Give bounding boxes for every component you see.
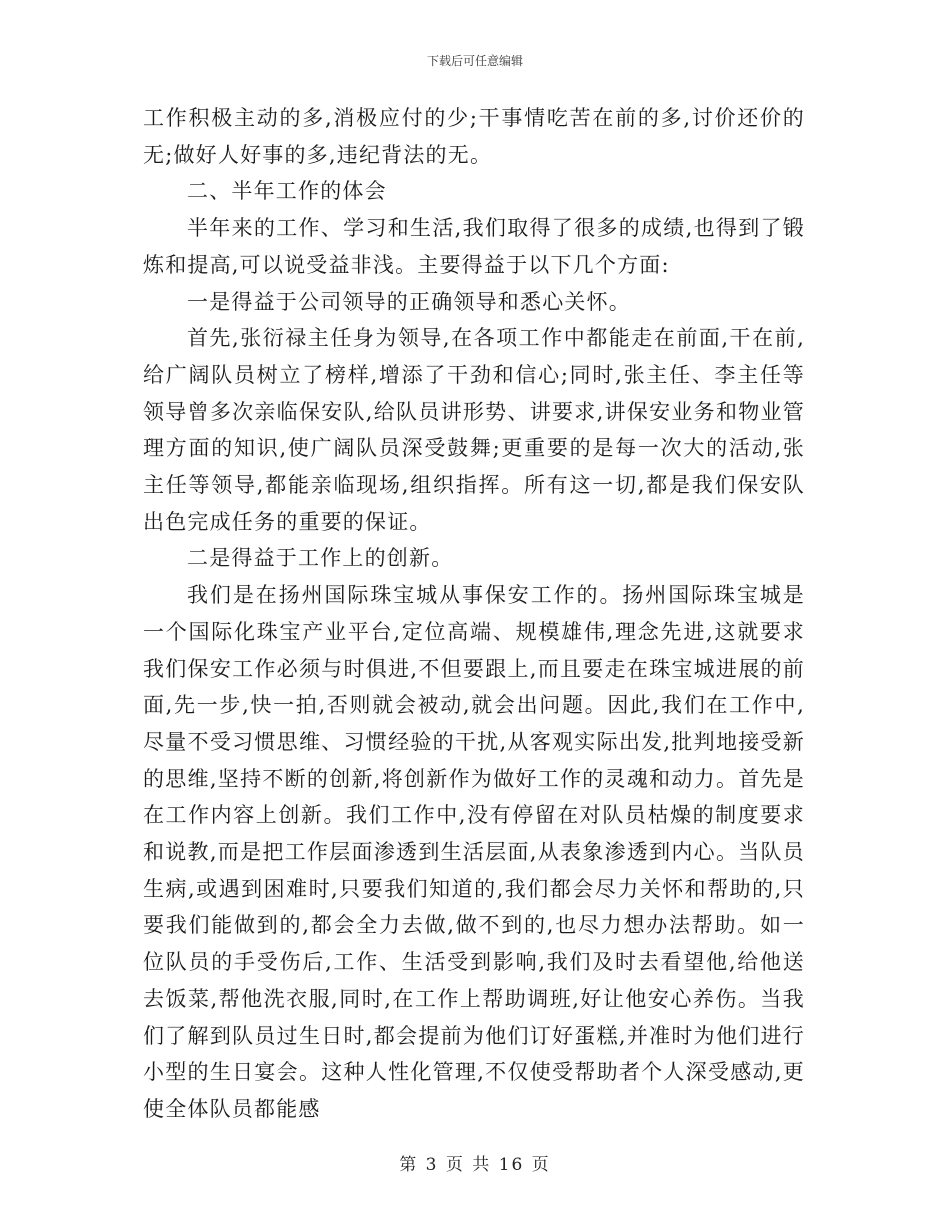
paragraph: 工作积极主动的多,消极应付的少;干事情吃苦在前的多,讨价还价的无;做好人好事的多,违纪背法的无。: [143, 106, 805, 167]
paragraph: 半年来的工作、学习和生活,我们取得了很多的成绩,也得到了锻炼和提高,可以说受益非浅。主要得益于以下几个方面:: [143, 216, 805, 277]
document-body: [143, 100, 805, 1128]
paragraph: 首先,张衍禄主任身为领导,在各项工作中都能走在前面,干在前,给广阔队员树立了榜样,增添了干劲和信心;同时,张主任、李主任等领导曾多次亲临保安队,给队员讲形势、讲要求,讲保安业务和物业管理方面的知识,使广阔队员深受鼓舞;更重要的是每一次大的活动,张主任等领导,都能亲临现场,组织指挥。所有这一切,都是我们保安队出色完成任务的重要的保证。: [143, 326, 805, 534]
page-footer: 第 3 页 共 16 页: [399, 1155, 551, 1175]
subheading: 二是得益于工作上的创新。: [187, 546, 454, 571]
paragraph: 我们是在扬州国际珠宝城从事保安工作的。扬州国际珠宝城是一个国际化珠宝产业平台,定位高端、规模雄伟,理念先进,这就要求我们保安工作必须与时俱进,不但要跟上,而且要走在珠宝城进展的前面,先一步,快一拍,否则就会被动,就会出问题。因此,我们在工作中,尽量不受习惯思维、习惯经验的干扰,从客观实际出发,批判地接受新的思维,坚持不断的创新,将创新作为做好工作的灵魂和动力。首先是在工作内容上创新。我们工作中,没有停留在对队员枯燥的制度要求和说教,而是把工作层面渗透到生活层面,从表象渗透到内心。当队员生病,或遇到困难时,只要我们知道的,我们都会尽力关怀和帮助的,只要我们能做到的,都会全力去做,做不到的,也尽力想办法帮助。如一位队员的手受伤后,工作、生活受到影响,我们及时去看望他,给他送去饭菜,帮他洗衣服,同时,在工作上帮助调班,好让他安心养伤。当我们了解到队员过生日时,都会提前为他们订好蛋糕,并准时为他们进行小型的生日宴会。这种人性化管理,不仅使受帮助者个人深受感动,更使全体队员都能感: [143, 583, 805, 1121]
page-header: 下载后可任意编辑: [426, 54, 523, 68]
subheading: 一是得益于公司领导的正确领导和悉心关怀。: [187, 289, 631, 314]
section-heading: 二、半年工作的体会: [187, 179, 387, 204]
